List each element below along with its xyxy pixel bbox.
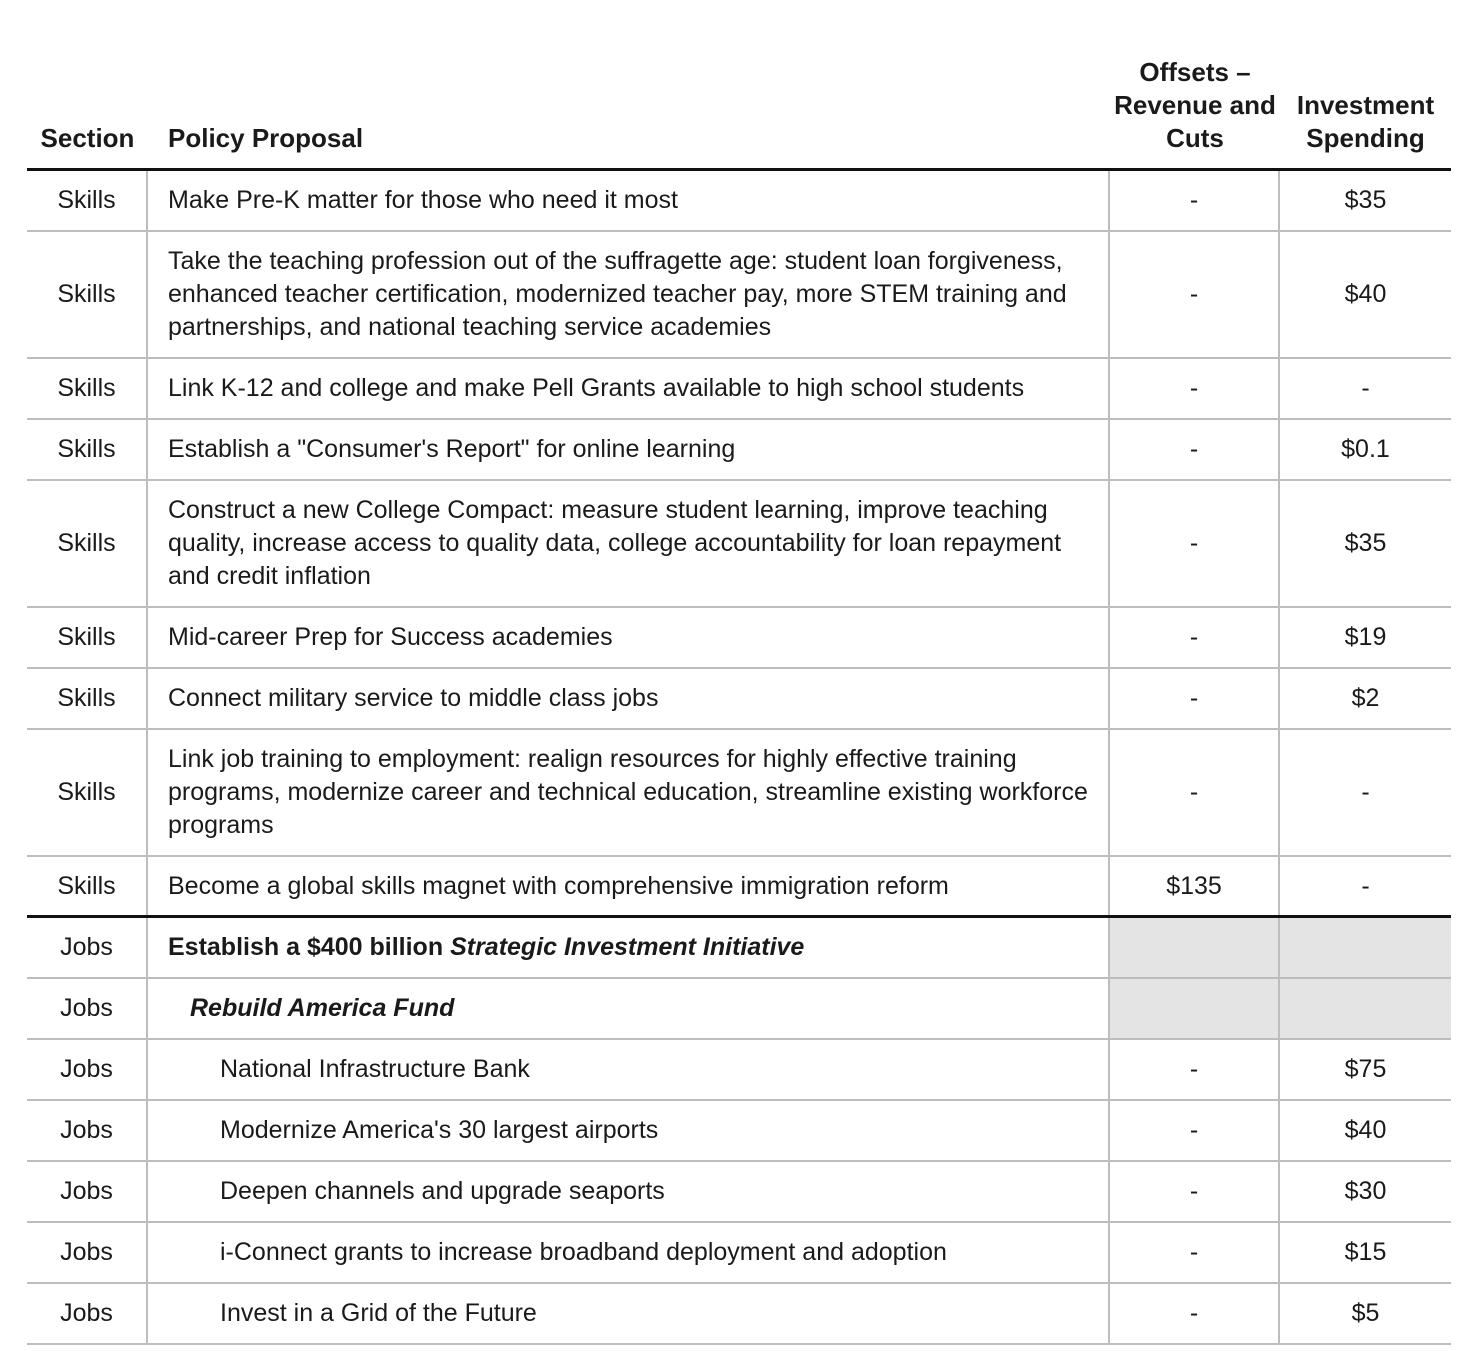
table-row bbox=[27, 1040, 1451, 1101]
investment-cell: $35 bbox=[1344, 186, 1387, 214]
table-row bbox=[27, 232, 1451, 359]
section-cell: Jobs bbox=[27, 918, 148, 977]
offsets-cell: - bbox=[1110, 1223, 1280, 1282]
policy-cell: Connect military service to middle class jobs bbox=[148, 669, 1110, 728]
policy-cell: Deepen channels and upgrade seaports bbox=[148, 1162, 1110, 1221]
policy-cell: Invest in a Grid of the Future bbox=[148, 1284, 1110, 1343]
offsets-cell bbox=[1110, 979, 1280, 1038]
investment-cell: $0.1 bbox=[1341, 435, 1390, 463]
investment-cell: $19 bbox=[1344, 623, 1387, 651]
policy-cell: Link job training to employment: realign resources for highly effective training programs, modernize career and technical education, streamline existing workforce programs bbox=[148, 730, 1110, 855]
table-row bbox=[27, 171, 1451, 232]
policy-prefix: Establish a $400 billion bbox=[168, 933, 444, 961]
investment-cell: $5 bbox=[1351, 1299, 1380, 1327]
investment-cell bbox=[1280, 918, 1451, 977]
offsets-cell: $135 bbox=[1110, 857, 1280, 915]
policy-cell: Rebuild America Fund bbox=[148, 979, 1110, 1038]
investment-cell: - bbox=[1361, 778, 1370, 806]
table-row bbox=[27, 669, 1451, 730]
policy-cell: Mid-career Prep for Success academies bbox=[148, 608, 1110, 667]
investment-cell: - bbox=[1361, 871, 1370, 900]
policy-cell: Make Pre-K matter for those who need it most bbox=[148, 171, 1110, 230]
offsets-cell: - bbox=[1110, 232, 1280, 357]
table-row bbox=[27, 979, 1451, 1040]
policy-emphasis: Strategic Investment Initiative bbox=[450, 933, 805, 961]
table-row bbox=[27, 481, 1451, 608]
header-investment: Investment Spending bbox=[1296, 90, 1435, 153]
investment-cell: $15 bbox=[1344, 1238, 1387, 1266]
policy-cell: Establish a "Consumer's Report" for online learning bbox=[148, 420, 1110, 479]
section-cell: Jobs bbox=[27, 1162, 148, 1221]
policy-cell: Modernize America's 30 largest airports bbox=[148, 1101, 1110, 1160]
section-cell: Skills bbox=[27, 730, 148, 855]
policy-cell: Construct a new College Compact: measure student learning, improve teaching quality, increase access to quality data, college accountability for loan repayment and credit inflation bbox=[148, 481, 1110, 606]
section-cell: Jobs bbox=[27, 979, 148, 1038]
table-row bbox=[27, 1162, 1451, 1223]
policy-cell: i-Connect grants to increase broadband deployment and adoption bbox=[148, 1223, 1110, 1282]
table-row bbox=[27, 1101, 1451, 1162]
investment-cell: $35 bbox=[1344, 529, 1387, 557]
table-row bbox=[27, 730, 1451, 857]
header-section: Section bbox=[40, 123, 135, 153]
table-header bbox=[27, 0, 1451, 171]
section-cell: Skills bbox=[27, 481, 148, 606]
section-cell: Skills bbox=[27, 857, 148, 915]
section-cell: Jobs bbox=[27, 1284, 148, 1343]
policy-cell: Link K-12 and college and make Pell Grants available to high school students bbox=[148, 359, 1110, 418]
section-cell: Skills bbox=[27, 171, 148, 230]
section-cell: Skills bbox=[27, 669, 148, 728]
offsets-cell: - bbox=[1110, 730, 1280, 855]
offsets-cell bbox=[1110, 918, 1280, 977]
offsets-cell: - bbox=[1110, 1040, 1280, 1099]
section-cell: Jobs bbox=[27, 1101, 148, 1160]
header-policy: Policy Proposal bbox=[168, 123, 364, 153]
investment-cell bbox=[1280, 979, 1451, 1038]
header-offsets: Offsets – Revenue and Cuts bbox=[1114, 57, 1276, 153]
section-cell: Skills bbox=[27, 420, 148, 479]
table-row bbox=[27, 857, 1451, 918]
section-cell: Skills bbox=[27, 359, 148, 418]
policy-cell: Become a global skills magnet with comprehensive immigration reform bbox=[148, 857, 1110, 915]
section-cell: Jobs bbox=[27, 1040, 148, 1099]
investment-cell: $75 bbox=[1344, 1055, 1387, 1083]
section-cell: Skills bbox=[27, 608, 148, 667]
offsets-cell: - bbox=[1110, 608, 1280, 667]
section-cell: Skills bbox=[27, 232, 148, 357]
policy-cell: National Infrastructure Bank bbox=[148, 1040, 1110, 1099]
table-row bbox=[27, 1223, 1451, 1284]
investment-cell: - bbox=[1361, 374, 1370, 402]
offsets-cell: - bbox=[1110, 359, 1280, 418]
offsets-cell: - bbox=[1110, 1162, 1280, 1221]
offsets-cell: - bbox=[1110, 171, 1280, 230]
section-cell: Jobs bbox=[27, 1223, 148, 1282]
policy-cell: Take the teaching profession out of the suffragette age: student loan forgiveness, enhanced teacher certification, modernized teacher pay, more STEM training and partnerships, and national teaching service academies bbox=[148, 232, 1110, 357]
offsets-cell: - bbox=[1110, 669, 1280, 728]
offsets-cell: - bbox=[1110, 481, 1280, 606]
investment-cell: $40 bbox=[1344, 280, 1387, 308]
offsets-cell: - bbox=[1110, 420, 1280, 479]
offsets-cell: - bbox=[1110, 1284, 1280, 1343]
policy-table bbox=[27, 0, 1451, 1345]
table-row bbox=[27, 1284, 1451, 1345]
table-row bbox=[27, 608, 1451, 669]
offsets-cell: - bbox=[1110, 1101, 1280, 1160]
table-row bbox=[27, 918, 1451, 979]
investment-cell: $40 bbox=[1344, 1116, 1387, 1144]
table-row bbox=[27, 420, 1451, 481]
investment-cell: $2 bbox=[1351, 684, 1380, 712]
table-row bbox=[27, 359, 1451, 420]
policy-cell bbox=[148, 918, 1110, 977]
investment-cell: $30 bbox=[1344, 1177, 1387, 1205]
